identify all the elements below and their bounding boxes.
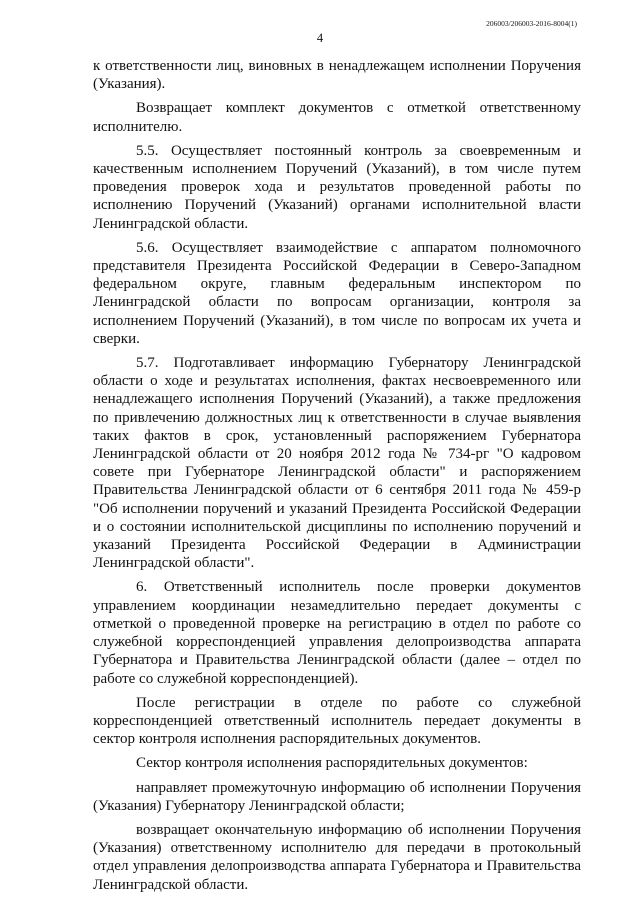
paragraph-6: 6. Ответственный исполнитель после проверки документов управлением координации незамедлительно передает документы с отметкой о проведенной проверке на регистрацию в отдел по работе со служебной корреспонденцией управления делопроизводства аппарата Губернатора и Правительства Ленинградской области (далее – отдел по работе со служебной корреспонденцией). [93, 579, 581, 687]
paragraph-sector-heading: Сектор контроля исполнения распорядительных документов: [136, 755, 528, 772]
paragraph-continuation: к ответственности лиц, виновных в ненадлежащем исполнении Поручения (Указания). [93, 58, 581, 93]
paragraph-returns-final: возвращает окончательную информацию об исполнении Поручения (Указания) ответственному исполнителю для передачи в протокольный отдел управления делопроизводства аппарата Губернатора и Правительства Ленинградской области. [93, 821, 581, 893]
paragraph-after-registration: После регистрации в отделе по работе со служебной корреспонденцией ответственный исполнитель передает документы в сектор контроля исполнения распорядительных документов. [93, 694, 581, 748]
paragraph-5-5: 5.5. Осуществляет постоянный контроль за своевременным и качественным исполнением Поручений (Указаний), в том числе путем проведения проверок хода и результатов проведенной работы по исполнению Поручений (Указаний) органами исполнительной власти Ленинградской области. [93, 142, 581, 232]
paragraph-return-documents: Возвращает комплект документов с отметкой ответственному исполнителю. [93, 100, 581, 135]
paragraph-5-7: 5.7. Подготавливает информацию Губернатору Ленинградской области о ходе и результатах исполнения, фактах несвоевременного или ненадлежащего исполнения Поручений (Указаний), а также предложения по привлечению должностных лиц к ответственности в случае выявления таких фактов в срок, установленный распоряжением Губернатора Ленинградской области от 20 ноября 2012 года № 734-рг "О кадровом совете при Губернаторе Ленинградской области" и распоряжением Правительства Ленинградской области от 6 сентября 2011 года № 459-р "Об исполнении поручений и указаний Президента Российской Федерации и о состоянии исполнительской дисциплины по исполнению поручений и указаний Президента Российской Федерации в Администрации Ленинградской области". [93, 355, 581, 572]
document-body [93, 57, 581, 900]
paragraph-sends-interim: направляет промежуточную информацию об исполнении Поручения (Указания) Губернатору Ленинградской области; [93, 779, 581, 814]
document-id: 206003/206003-2016-8004(1) [486, 19, 577, 28]
paragraph-5-6: 5.6. Осуществляет взаимодействие с аппаратом полномочного представителя Президента Российской Федерации в Северо-Западном федеральном округе, главным федеральным инспектором по Ленинградской области по вопросам организации, контроля за исполнением Поручений (Указаний), в том числе по вопросам их учета и сверки. [93, 239, 581, 347]
page-number: 4 [316, 31, 324, 45]
